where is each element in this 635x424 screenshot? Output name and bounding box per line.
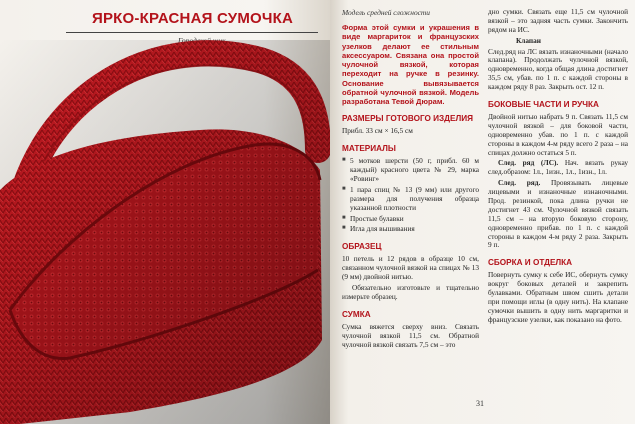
sizes-text: Прибл. 33 см × 16,5 см <box>342 126 413 136</box>
materials-heading: МАТЕРИАЛЫ <box>342 144 396 154</box>
materials-item: ■ 1 пара спиц № 13 (9 мм) или другого размера для получения образца указанной плотности <box>342 186 479 213</box>
red-knitted-bag-photo <box>0 40 330 424</box>
bag-text: Сумка вяжется сверху вниз. Связать чулочной вязкой 11,5 см. Обратной чулочной вязкой связать 7,5 см – это <box>342 321 479 349</box>
gauge-heading: ОБРАЗЕЦ <box>342 242 382 252</box>
materials-item: ■ Игла для вышивания <box>342 225 479 234</box>
materials-item: ■ Простые булавки <box>342 215 479 224</box>
flap-text: След.ряд на ЛС вязать изнаночными (начало клапана). Продолжать чулочной вязкой, одновременно, когда общая длина достигнет 35,5 см, убав. по 1 п. с каждой стороны в каждом ряду 8 раз. Закрыть ост. 12 п. <box>488 46 628 92</box>
page-number: 31 <box>476 399 484 408</box>
sides-heading: БОКОВЫЕ ЧАСТИ И РУЧКА <box>488 100 599 110</box>
gauge-note: Обязательно изготовьте и тщательно измерьте образец. <box>342 282 479 301</box>
flap-heading: Клапан <box>516 35 541 45</box>
materials-list <box>342 157 479 234</box>
bag-text-continued: дно сумки. Связать еще 11,5 см чулочной вязкой – это задняя часть сумки. Закончить рядом на ИС. <box>488 7 628 34</box>
sizes-heading: РАЗМЕРЫ ГОТОВОГО ИЗДЕЛИЯ <box>342 114 473 124</box>
sides-row-2-label: След. ряд. <box>498 178 541 188</box>
assembly-text: Повернуть сумку к себе ИС, обернуть сумку вокруг боковых деталей и закрепить булавками. Обратным швом сшить детали при помощи иглы (в одну нить). На клапане сумочки вышить в одну нить маргаритки и французские узелки, как показано на фото. <box>488 270 628 324</box>
bag-heading: СУМКА <box>342 309 371 319</box>
sides-row-2 <box>488 179 628 250</box>
sides-text: Двойной нитью набрать 9 п. Связать 11,5 см чулочной вязкой – для боковой части, одновременно убав. по 1 п. с каждой стороны в каждом 4-м ряду всего 2 раза – на спицах должно остаться 5 п. <box>488 112 628 157</box>
sides-row-2-text: Провязывать лицевые лицевыми и изнаночные изнаночными. Прод. резинкой, пока длина ручки не достигнет 43 см. Чулочной вязкой связать 11,5 см – на вторую боковую сторону, одновременно прибав. по 1 п. с каждой стороны в каждом 4-м ряду 2 раза. Закрыть 9 п. <box>488 178 628 250</box>
sides-row-1 <box>488 159 628 177</box>
difficulty-label: Модель средней сложности <box>342 8 430 17</box>
sides-row-1-text: Нач. вязать рукау след.образом: 1л., 1изн., 1л., 1изн., 1л. <box>488 158 629 177</box>
text-column-left <box>342 8 479 351</box>
intro-paragraph: Форма этой сумки и украшения в виде маргариток и французских узелков делают ее стильным аксессуаром. Связана она простой чулочной вязкой, которая переходит на ручке в резинку. Основание вывязывается обратной чулочной вязкой. Модель разработана Тевой Дюрам. <box>342 23 479 107</box>
materials-item: ■ 5 мотков шерсти (50 г, прибл. 60 м каждый) красного цвета № 29, марка «Ровинг» <box>342 157 479 184</box>
assembly-heading: СБОРКА И ОТДЕЛКА <box>488 258 573 268</box>
right-page <box>330 0 635 424</box>
text-column-right <box>488 8 628 327</box>
title-divider <box>66 32 318 33</box>
gauge-text: 10 петель и 12 рядов в образце 10 см, связанном чулочной вязкой на спицах № 13 (9 мм) двойной нитью. <box>342 254 479 282</box>
sides-row-1-label: След. ряд (ЛС). <box>498 158 559 168</box>
page-title: ЯРКО-КРАСНАЯ СУМОЧКА <box>92 10 294 27</box>
